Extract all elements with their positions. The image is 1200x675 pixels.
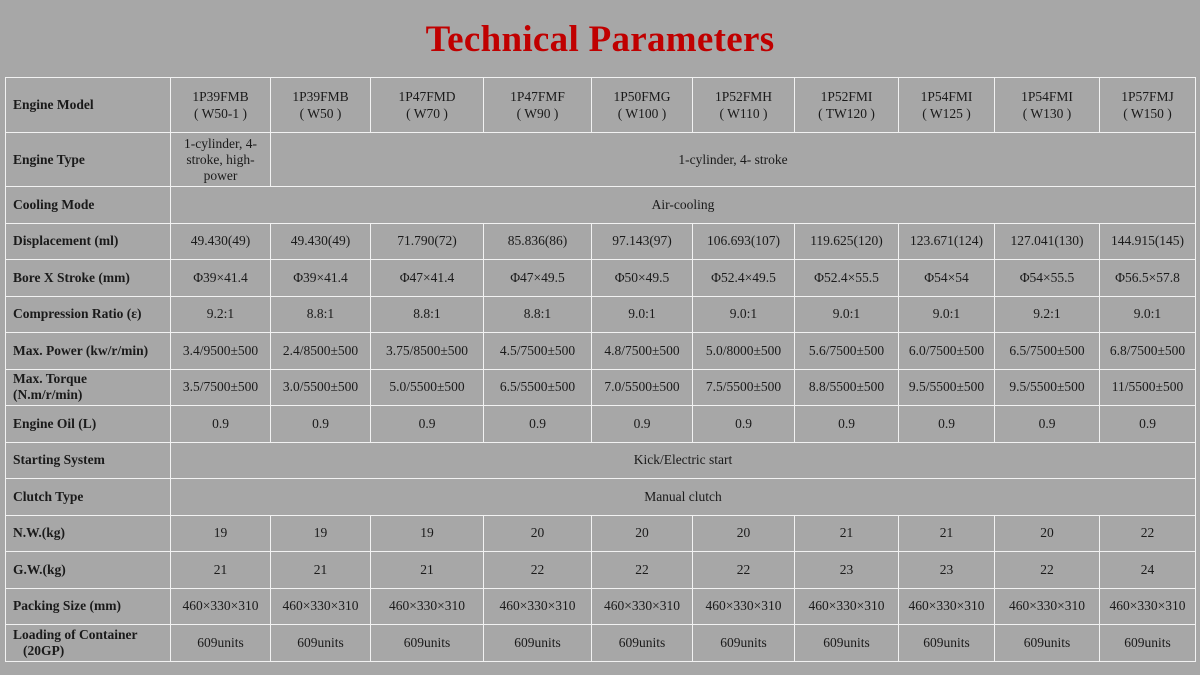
table-cell: 8.8:1	[371, 296, 484, 333]
table-cell: 609units	[899, 625, 995, 662]
model-code: 1P52FMI	[820, 89, 873, 104]
row-net-weight	[6, 515, 1196, 552]
row-engine-oil	[6, 406, 1196, 443]
table-cell: 9.0:1	[899, 296, 995, 333]
table-cell: 0.9	[693, 406, 795, 443]
table-cell: 460×330×310	[171, 588, 271, 625]
row-engine-model	[6, 78, 1196, 133]
table-cell: 9.2:1	[171, 296, 271, 333]
table-cell: 23	[899, 552, 995, 589]
table-cell: 9.5/5500±500	[899, 369, 995, 406]
row-label: Starting System	[6, 442, 171, 479]
table-cell: 7.0/5500±500	[592, 369, 693, 406]
model-sub: ( W110 )	[719, 106, 768, 121]
table-cell: Φ39×41.4	[271, 260, 371, 297]
row-packing-size	[6, 588, 1196, 625]
table-cell: 22	[592, 552, 693, 589]
row-max-power	[6, 333, 1196, 370]
table-cell: 85.836(86)	[484, 223, 592, 260]
page-title: Technical Parameters	[425, 19, 775, 60]
table-cell: 0.9	[995, 406, 1100, 443]
row-bore-stroke	[6, 260, 1196, 297]
model-code: 1P47FMF	[510, 89, 565, 104]
starting-merged-cell: Kick/Electric start	[171, 442, 1196, 479]
table-cell: 609units	[484, 625, 592, 662]
model-code: 1P47FMD	[398, 89, 456, 104]
model-sub: ( W150 )	[1123, 106, 1172, 121]
table-cell: 460×330×310	[995, 588, 1100, 625]
table-cell: 3.4/9500±500	[171, 333, 271, 370]
table-cell: 24	[1100, 552, 1196, 589]
table-cell: 0.9	[171, 406, 271, 443]
row-compression-ratio	[6, 296, 1196, 333]
table-cell: 9.0:1	[592, 296, 693, 333]
table-cell: 21	[899, 515, 995, 552]
table-cell: 123.671(124)	[899, 223, 995, 260]
table-cell: 49.430(49)	[171, 223, 271, 260]
table-cell: 3.5/7500±500	[171, 369, 271, 406]
table-cell: 21	[271, 552, 371, 589]
model-code: 1P52FMH	[714, 89, 773, 104]
model-sub: ( W70 )	[406, 106, 448, 121]
table-cell: 4.8/7500±500	[592, 333, 693, 370]
row-label: Max. Power (kw/r/min)	[6, 333, 171, 370]
table-cell: 9.2:1	[995, 296, 1100, 333]
table-cell: Φ54×54	[899, 260, 995, 297]
model-cell	[271, 78, 371, 133]
table-cell: 8.8:1	[484, 296, 592, 333]
row-label	[6, 625, 171, 662]
table-cell: 22	[484, 552, 592, 589]
table-cell: 106.693(107)	[693, 223, 795, 260]
table-cell: 9.0:1	[693, 296, 795, 333]
table-cell: 460×330×310	[899, 588, 995, 625]
table-cell: 20	[592, 515, 693, 552]
table-cell: 0.9	[592, 406, 693, 443]
model-sub: ( W50-1 )	[194, 106, 247, 121]
table-cell: 49.430(49)	[271, 223, 371, 260]
row-label-line1: Max. Torque	[13, 371, 88, 387]
row-label	[6, 369, 171, 406]
table-cell: 609units	[592, 625, 693, 662]
table-cell: 460×330×310	[1100, 588, 1196, 625]
row-starting-system	[6, 442, 1196, 479]
table-cell: 144.915(145)	[1100, 223, 1196, 260]
table-cell: 609units	[795, 625, 899, 662]
table-cell: 21	[171, 552, 271, 589]
table-cell: 21	[371, 552, 484, 589]
table-cell: 609units	[1100, 625, 1196, 662]
model-code: 1P39FMB	[192, 89, 249, 104]
table-cell: 0.9	[271, 406, 371, 443]
row-label-line2: (N.m/r/min)	[13, 387, 83, 403]
table-cell: 460×330×310	[592, 588, 693, 625]
model-cell	[1100, 78, 1196, 133]
table-cell: 460×330×310	[271, 588, 371, 625]
model-cell	[693, 78, 795, 133]
table-cell: 5.6/7500±500	[795, 333, 899, 370]
row-label: Cooling Mode	[6, 187, 171, 224]
table-cell: 4.5/7500±500	[484, 333, 592, 370]
table-cell: 11/5500±500	[1100, 369, 1196, 406]
engine-type-first-cell: 1-cylinder, 4-stroke, high-power	[171, 133, 271, 187]
table-cell: 609units	[171, 625, 271, 662]
table-cell: 5.0/5500±500	[371, 369, 484, 406]
table-cell: 0.9	[1100, 406, 1196, 443]
row-max-torque	[6, 369, 1196, 406]
model-cell	[484, 78, 592, 133]
model-sub: ( W90 )	[516, 106, 559, 121]
model-cell	[995, 78, 1100, 133]
table-cell: 2.4/8500±500	[271, 333, 371, 370]
table-cell: 8.8/5500±500	[795, 369, 899, 406]
model-cell	[592, 78, 693, 133]
model-code: 1P39FMB	[292, 89, 349, 104]
model-code: 1P54FMI	[920, 89, 973, 104]
table-cell: 97.143(97)	[592, 223, 693, 260]
table-cell: 3.75/8500±500	[371, 333, 484, 370]
model-sub: ( W125 )	[922, 106, 971, 121]
table-cell: 6.8/7500±500	[1100, 333, 1196, 370]
row-label: Engine Model	[6, 78, 171, 133]
table-cell: 5.0/8000±500	[693, 333, 795, 370]
row-label-line2: (20GP)	[23, 642, 65, 658]
table-cell: 127.041(130)	[995, 223, 1100, 260]
technical-parameters-table	[5, 77, 1196, 662]
table-cell: 9.5/5500±500	[995, 369, 1100, 406]
model-cell	[371, 78, 484, 133]
row-gross-weight	[6, 552, 1196, 589]
table-cell: 23	[795, 552, 899, 589]
table-cell: Φ52.4×55.5	[795, 260, 899, 297]
row-cooling-mode	[6, 187, 1196, 224]
table-cell: Φ47×41.4	[371, 260, 484, 297]
row-container-loading	[6, 625, 1196, 662]
table-cell: Φ54×55.5	[995, 260, 1100, 297]
model-cell	[795, 78, 899, 133]
table-cell: 22	[995, 552, 1100, 589]
engine-type-merged-cell: 1-cylinder, 4- stroke	[271, 133, 1196, 187]
row-label: Packing Size (mm)	[6, 588, 171, 625]
table-cell: 6.0/7500±500	[899, 333, 995, 370]
model-cell	[171, 78, 271, 133]
table-cell: 20	[995, 515, 1100, 552]
table-cell: Φ50×49.5	[592, 260, 693, 297]
table-cell: 19	[371, 515, 484, 552]
table-cell: 460×330×310	[795, 588, 899, 625]
model-cell	[899, 78, 995, 133]
table-cell: 609units	[371, 625, 484, 662]
table-cell: 0.9	[484, 406, 592, 443]
table-cell: 609units	[693, 625, 795, 662]
row-label: Clutch Type	[6, 479, 171, 516]
cooling-merged-cell: Air-cooling	[171, 187, 1196, 224]
row-label: Engine Type	[6, 133, 171, 187]
model-sub: ( W130 )	[1022, 106, 1072, 121]
table-cell: 0.9	[899, 406, 995, 443]
table-cell: 22	[1100, 515, 1196, 552]
row-label: Compression Ratio (ε)	[6, 296, 171, 333]
table-cell: 20	[484, 515, 592, 552]
table-cell: Φ47×49.5	[484, 260, 592, 297]
table-cell: 460×330×310	[484, 588, 592, 625]
table-cell: 21	[795, 515, 899, 552]
model-sub: ( TW120 )	[818, 106, 875, 121]
clutch-merged-cell: Manual clutch	[171, 479, 1196, 516]
table-cell: 19	[171, 515, 271, 552]
model-code: 1P54FMI	[1021, 89, 1073, 104]
table-cell: Φ52.4×49.5	[693, 260, 795, 297]
table-cell: 460×330×310	[371, 588, 484, 625]
table-cell: 460×330×310	[693, 588, 795, 625]
table-cell: 0.9	[795, 406, 899, 443]
table-cell: 6.5/7500±500	[995, 333, 1100, 370]
model-sub: ( W50 )	[299, 106, 342, 121]
row-clutch-type	[6, 479, 1196, 516]
table-cell: 609units	[271, 625, 371, 662]
table-cell: 609units	[995, 625, 1100, 662]
table-cell: 7.5/5500±500	[693, 369, 795, 406]
row-displacement	[6, 223, 1196, 260]
table-cell: Φ39×41.4	[171, 260, 271, 297]
table-cell: Φ56.5×57.8	[1100, 260, 1196, 297]
table-cell: 9.0:1	[1100, 296, 1196, 333]
table-cell: 6.5/5500±500	[484, 369, 592, 406]
table-cell: 9.0:1	[795, 296, 899, 333]
row-label-line1: Loading of Container	[13, 626, 138, 642]
table-cell: 19	[271, 515, 371, 552]
table-cell: 3.0/5500±500	[271, 369, 371, 406]
table-cell: 119.625(120)	[795, 223, 899, 260]
table-cell: 20	[693, 515, 795, 552]
row-engine-type	[6, 133, 1196, 187]
row-label: Bore X Stroke (mm)	[6, 260, 171, 297]
model-sub: ( W100 )	[617, 106, 667, 121]
table-cell: 22	[693, 552, 795, 589]
row-label: Displacement (ml)	[6, 223, 171, 260]
table-cell: 71.790(72)	[371, 223, 484, 260]
row-label: N.W.(kg)	[6, 515, 171, 552]
model-code: 1P50FMG	[613, 89, 671, 104]
table-cell: 0.9	[371, 406, 484, 443]
table-cell: 8.8:1	[271, 296, 371, 333]
row-label: Engine Oil (L)	[6, 406, 171, 443]
row-label: G.W.(kg)	[6, 552, 171, 589]
model-code: 1P57FMJ	[1121, 89, 1174, 104]
